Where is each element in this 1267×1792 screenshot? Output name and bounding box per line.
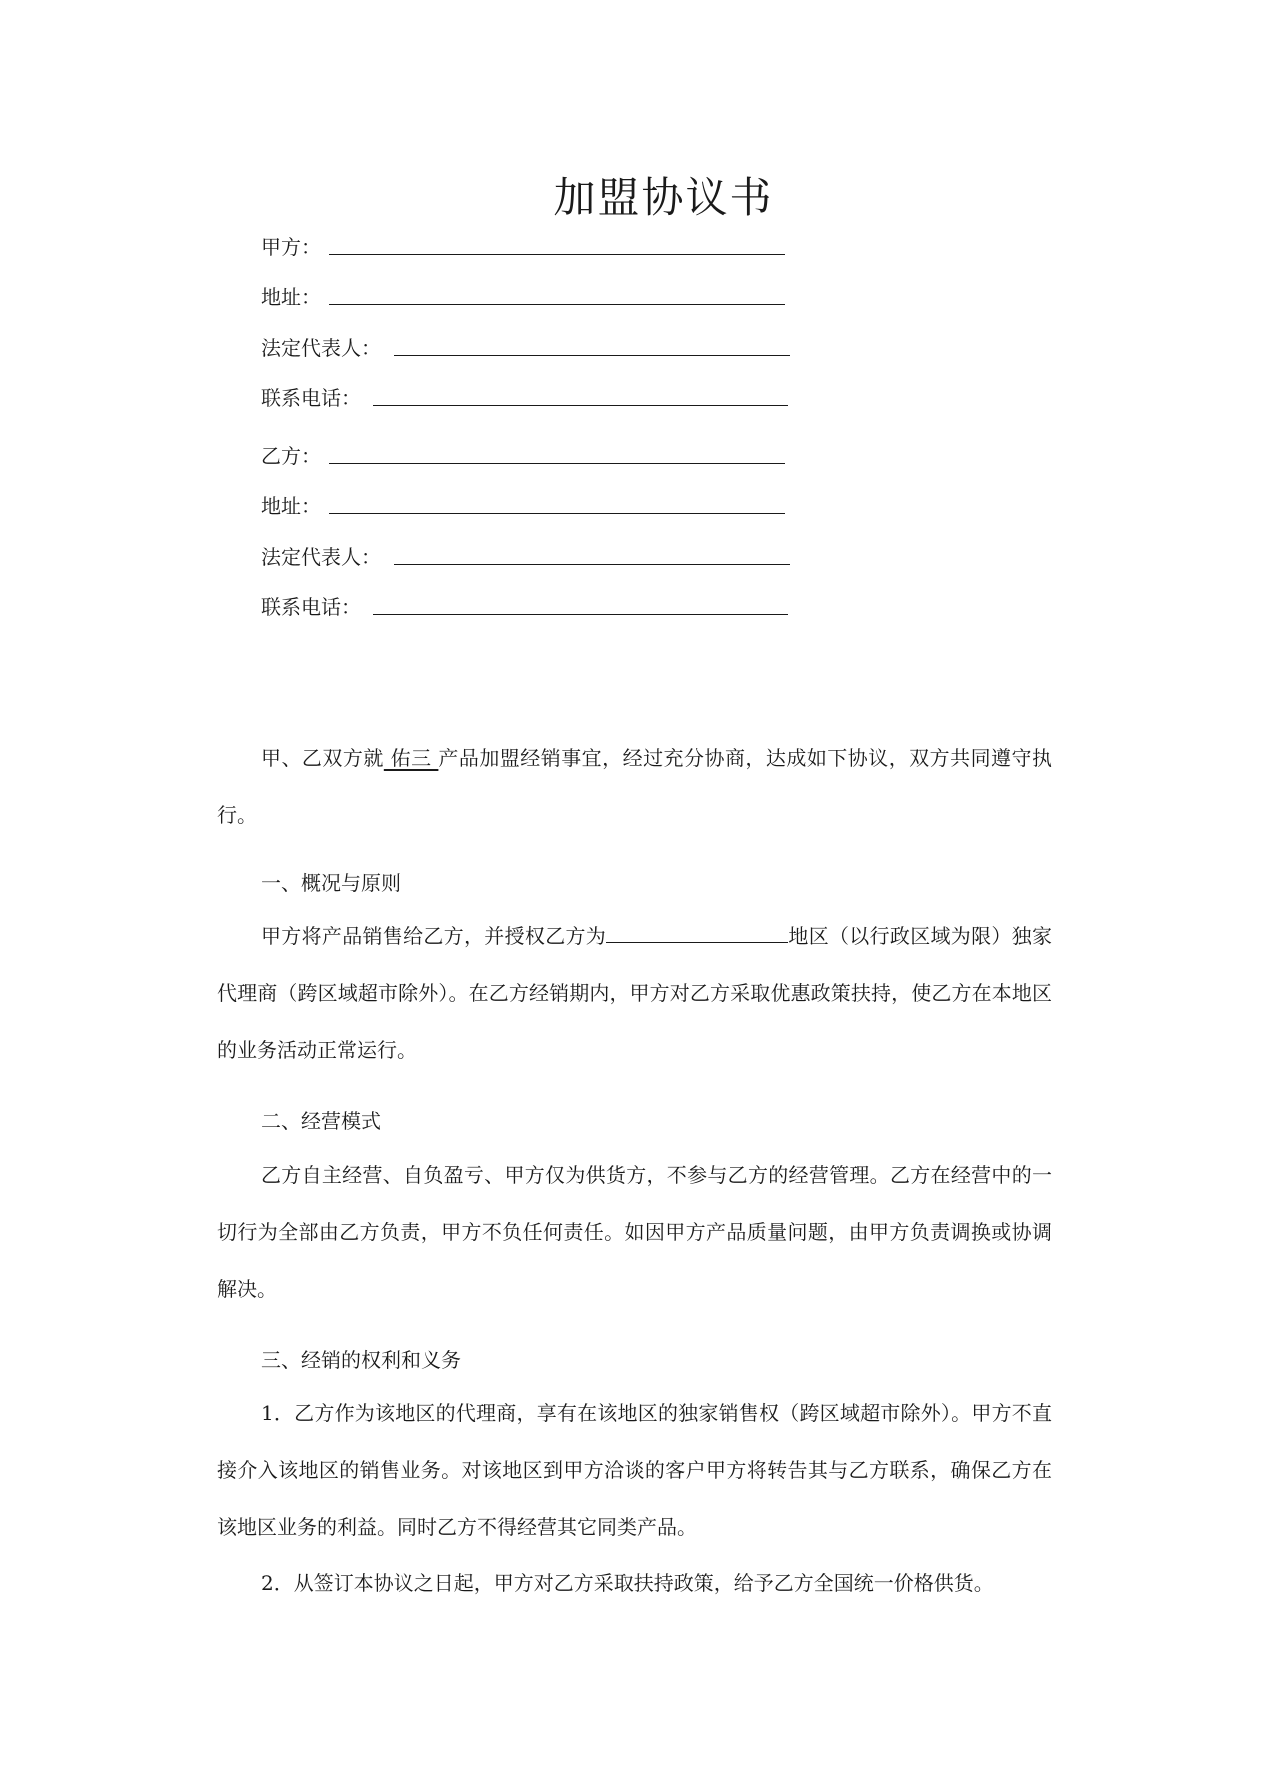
intro-after: 产品加盟经销事宜，经过充分协商，达成如下协议，双方共同遵守执行。 bbox=[217, 746, 1052, 827]
party-a-rep-blank[interactable] bbox=[394, 355, 790, 356]
party-a-phone-blank[interactable] bbox=[373, 405, 788, 406]
party-b-name-blank[interactable] bbox=[329, 463, 785, 464]
party-b-phone-blank[interactable] bbox=[373, 614, 788, 615]
region-blank[interactable] bbox=[606, 922, 788, 943]
party-a-address-field[interactable] bbox=[261, 282, 321, 312]
section-1-heading: 一、概况与原则 bbox=[261, 871, 401, 895]
party-a-name-field[interactable] bbox=[261, 232, 321, 262]
party-b-phone-field[interactable] bbox=[261, 592, 361, 622]
party-b-address-field[interactable] bbox=[261, 491, 321, 521]
party-a-name-blank[interactable] bbox=[329, 254, 785, 255]
party-a-phone-field[interactable] bbox=[261, 383, 361, 413]
intro-before: 甲、乙双方就 bbox=[261, 746, 384, 770]
party-b-rep-field[interactable] bbox=[261, 542, 381, 572]
section-3-heading: 三、经销的权利和义务 bbox=[261, 1348, 461, 1372]
section-2-paragraph: 乙方自主经营、自负盈亏、甲方仅为供货方，不参与乙方的经营管理。乙方在经营中的一切行为全部由乙方负责，甲方不负任何责任。如因甲方产品质量问题，由甲方负责调换或协调解决。 bbox=[217, 1163, 1052, 1301]
party-a-rep-label: 法定代表人： bbox=[261, 336, 381, 360]
section-3-item-2: 2．从签订本协议之日起，甲方对乙方采取扶持政策，给予乙方全国统一价格供货。 bbox=[261, 1571, 994, 1595]
party-b-address-label: 地址： bbox=[261, 494, 321, 518]
party-b-rep-blank[interactable] bbox=[394, 564, 790, 565]
intro-paragraph bbox=[217, 730, 1052, 844]
party-b-address-blank[interactable] bbox=[329, 513, 785, 514]
party-a-phone-label: 联系电话： bbox=[261, 386, 361, 410]
party-b-rep-label: 法定代表人： bbox=[261, 545, 381, 569]
party-a-name-label: 甲方： bbox=[261, 235, 321, 259]
party-a-address-label: 地址： bbox=[261, 285, 321, 309]
section-2-heading: 二、经营模式 bbox=[261, 1109, 381, 1133]
party-b-name-label: 乙方： bbox=[261, 444, 321, 468]
section-1-paragraph bbox=[217, 908, 1052, 1079]
intro-product-name: 佑三 bbox=[383, 746, 439, 770]
party-a-address-blank[interactable] bbox=[329, 304, 785, 305]
section-3-item-1: 1．乙方作为该地区的代理商，享有在该地区的独家销售权（跨区域超市除外）。甲方不直接介入该地区的销售业务。对该地区到甲方洽谈的客户甲方将转告其与乙方联系，确保乙方在该地区业务的利益。同时乙方不得经营其它同类产品。 bbox=[217, 1401, 1052, 1539]
party-b-phone-label: 联系电话： bbox=[261, 595, 361, 619]
party-a-rep-field[interactable] bbox=[261, 333, 381, 363]
section-1-text-before: 甲方将产品销售给乙方，并授权乙方为 bbox=[261, 924, 607, 948]
document-title: 加盟协议书 bbox=[553, 173, 774, 222]
section-1-text-after: 地区（以行政区域为限）独家代理商（跨区域超市除外）。在乙方经销期内，甲方对乙方采取优惠政策扶持，使乙方在本地区的业务活动正常运行。 bbox=[217, 924, 1053, 1062]
party-b-name-field[interactable] bbox=[261, 441, 321, 471]
